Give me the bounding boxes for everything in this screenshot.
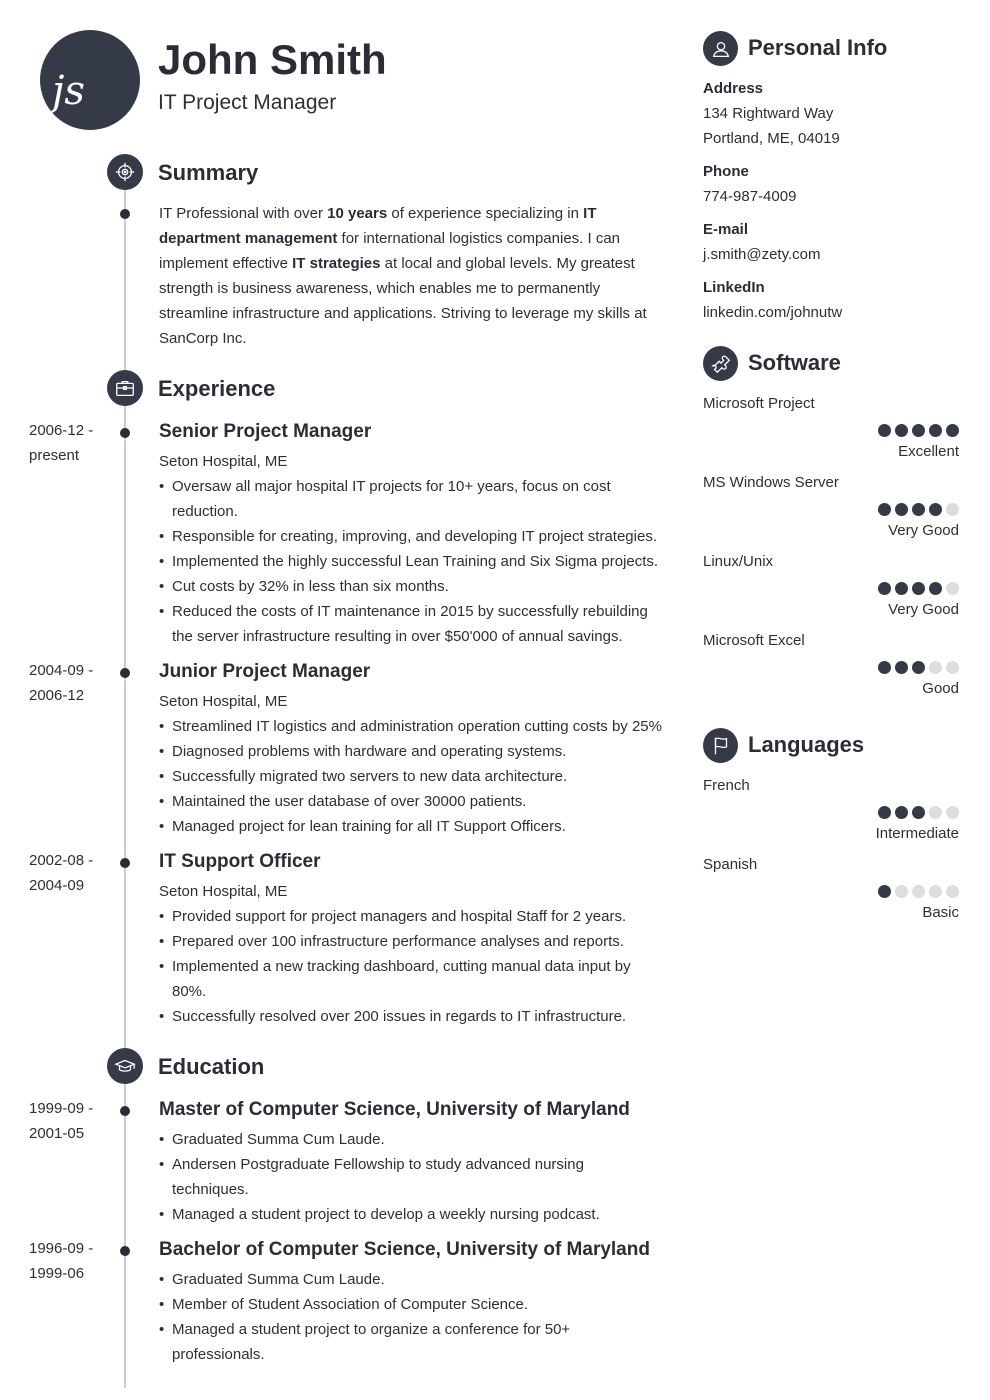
bullet-item: • Prepared over 100 infrastructure performance analyses and reports. bbox=[159, 929, 664, 954]
bullet-item: • Streamlined IT logistics and administration operation cutting costs by 25% bbox=[159, 714, 664, 739]
experience-heading: Experience bbox=[158, 376, 276, 401]
summary-highlight: IT strategies bbox=[292, 255, 381, 272]
rating-dot-empty bbox=[946, 885, 959, 898]
rating-dot-filled bbox=[912, 806, 925, 819]
bullet-item: • Diagnosed problems with hardware and operating systems. bbox=[159, 739, 664, 764]
bullet-list bbox=[159, 904, 664, 1029]
timeline-dot bbox=[120, 1106, 130, 1116]
rating-dot-filled bbox=[912, 424, 925, 437]
bullet-item: • Implemented a new tracking dashboard, cutting manual data input by 80%. bbox=[159, 954, 664, 1004]
rating-dot-filled bbox=[878, 424, 891, 437]
language-name: Spanish bbox=[703, 856, 758, 873]
bullet-item: • Provided support for project managers and hospital Staff for 2 years. bbox=[159, 904, 664, 929]
entry-date-line: 2001-05 bbox=[29, 1125, 85, 1142]
software-level: Good bbox=[922, 680, 959, 697]
linkedin-value[interactable]: linkedin.com/johnutw bbox=[703, 304, 843, 321]
email-value[interactable]: j.smith@zety.com bbox=[703, 246, 821, 263]
entry-date-line: present bbox=[29, 447, 80, 464]
timeline-dot bbox=[120, 428, 130, 438]
rating-dot-filled bbox=[878, 503, 891, 516]
rating-dot-empty bbox=[946, 582, 959, 595]
language-name: French bbox=[703, 777, 750, 794]
entry-title: Master of Computer Science, University of Maryland bbox=[159, 1099, 630, 1120]
bullet-item: • Graduated Summa Cum Laude. bbox=[159, 1267, 664, 1292]
rating-dot-filled bbox=[912, 503, 925, 516]
rating-dot-filled bbox=[878, 806, 891, 819]
rating-dot-empty bbox=[895, 885, 908, 898]
entry-date-line: 2002-08 - bbox=[29, 852, 94, 869]
rating-dot-filled bbox=[929, 503, 942, 516]
rating-dots bbox=[703, 661, 959, 674]
summary-fragment: at local and global levels. My greatest strength is business awareness, which enables me to permanently streamline infrastructure and applications. Striving to leverage my skills at SanCorp Inc. bbox=[159, 255, 647, 347]
bullet-item: • Managed project for lean training for all IT Support Officers. bbox=[159, 814, 664, 839]
rating-dot-filled bbox=[895, 503, 908, 516]
phone-value: 774-987-4009 bbox=[703, 188, 797, 205]
bullet-list bbox=[159, 714, 664, 839]
rating-dot-empty bbox=[929, 806, 942, 819]
entry-title: Senior Project Manager bbox=[159, 421, 372, 442]
entry-date bbox=[29, 1096, 119, 1146]
software-name: Microsoft Project bbox=[703, 395, 815, 412]
timeline-dot bbox=[120, 668, 130, 678]
candidate-title: IT Project Manager bbox=[158, 91, 337, 114]
bullet-item: • Successfully migrated two servers to new data architecture. bbox=[159, 764, 664, 789]
bullet-item: • Responsible for creating, improving, and developing IT project strategies. bbox=[159, 524, 664, 549]
entry-date-line: 2006-12 bbox=[29, 687, 85, 704]
briefcase-icon bbox=[107, 370, 143, 406]
rating-dot-filled bbox=[929, 582, 942, 595]
software-item bbox=[703, 391, 959, 464]
entry-date-line: 2006-12 - bbox=[29, 422, 94, 439]
address-line: 134 Rightward Way bbox=[703, 105, 834, 122]
entry-date bbox=[29, 1236, 119, 1286]
rating-dot-filled bbox=[895, 806, 908, 819]
rating-dot-empty bbox=[929, 885, 942, 898]
experience-entry bbox=[159, 660, 664, 839]
bullet-item: • Successfully resolved over 200 issues in regards to IT infrastructure. bbox=[159, 1004, 664, 1029]
rating-dot-filled bbox=[878, 661, 891, 674]
rating-dot-filled bbox=[895, 424, 908, 437]
email-label: E-mail bbox=[703, 221, 749, 238]
rating-dot-filled bbox=[912, 661, 925, 674]
summary-heading: Summary bbox=[158, 160, 259, 185]
software-item bbox=[703, 470, 959, 543]
entry-date bbox=[29, 418, 119, 468]
entry-date-line: 1996-09 - bbox=[29, 1240, 94, 1257]
bullet-item: • Implemented the highly successful Lean Training and Six Sigma projects. bbox=[159, 549, 664, 574]
bullet-item: • Member of Student Association of Computer Science. bbox=[159, 1292, 664, 1317]
entry-title: IT Support Officer bbox=[159, 851, 321, 872]
rating-dot-empty bbox=[946, 661, 959, 674]
rating-dot-filled bbox=[878, 582, 891, 595]
languages-list bbox=[703, 773, 959, 925]
summary-text bbox=[159, 201, 664, 351]
language-level: Basic bbox=[922, 904, 959, 921]
rating-dot-empty bbox=[912, 885, 925, 898]
rating-dot-empty bbox=[946, 503, 959, 516]
entry-date-line: 1999-06 bbox=[29, 1265, 85, 1282]
entry-title: Bachelor of Computer Science, University of Maryland bbox=[159, 1239, 650, 1260]
timeline-dot bbox=[120, 1246, 130, 1256]
rating-dot-filled bbox=[895, 582, 908, 595]
address-label: Address bbox=[703, 80, 764, 97]
rating-dot-filled bbox=[912, 582, 925, 595]
personal-info bbox=[703, 76, 959, 325]
entry-title: Junior Project Manager bbox=[159, 661, 371, 682]
phone-label: Phone bbox=[703, 163, 749, 180]
software-name: MS Windows Server bbox=[703, 474, 839, 491]
rating-dots bbox=[703, 503, 959, 516]
timeline-line bbox=[124, 188, 126, 1388]
bullet-list bbox=[159, 474, 664, 649]
candidate-name: John Smith bbox=[158, 36, 387, 83]
summary-highlight: 10 years bbox=[327, 205, 388, 222]
entry-date-line: 2004-09 - bbox=[29, 662, 94, 679]
address-line: Portland, ME, 04019 bbox=[703, 130, 840, 147]
software-item bbox=[703, 549, 959, 622]
entry-date bbox=[29, 658, 119, 708]
software-name: Microsoft Excel bbox=[703, 632, 805, 649]
entry-date bbox=[29, 848, 119, 898]
bullet-list bbox=[159, 1127, 664, 1227]
summary-highlight: IT department management bbox=[159, 205, 597, 247]
languages-heading: Languages bbox=[748, 732, 865, 757]
timeline-dot bbox=[120, 209, 130, 219]
rating-dots bbox=[703, 885, 959, 898]
entry-organization: Seton Hospital, ME bbox=[159, 883, 288, 900]
rating-dot-empty bbox=[946, 806, 959, 819]
bullet-item: • Managed a student project to develop a weekly nursing podcast. bbox=[159, 1202, 664, 1227]
entry-organization: Seton Hospital, ME bbox=[159, 453, 288, 470]
bullet-list bbox=[159, 1267, 664, 1367]
rating-dot-filled bbox=[929, 424, 942, 437]
linkedin-label: LinkedIn bbox=[703, 279, 765, 296]
timeline-dot bbox=[120, 858, 130, 868]
software-level: Excellent bbox=[898, 443, 959, 460]
puzzle-icon bbox=[703, 346, 738, 381]
summary-fragment: for international logistics companies. I can implement effective bbox=[159, 230, 621, 272]
language-item bbox=[703, 852, 959, 925]
rating-dots bbox=[703, 582, 959, 595]
software-heading: Software bbox=[748, 350, 841, 375]
bullet-item: • Graduated Summa Cum Laude. bbox=[159, 1127, 664, 1152]
entry-date-line: 2004-09 bbox=[29, 877, 85, 894]
rating-dots bbox=[703, 806, 959, 819]
rating-dot-filled bbox=[895, 661, 908, 674]
language-level: Intermediate bbox=[875, 825, 959, 842]
software-item bbox=[703, 628, 959, 701]
experience-entry bbox=[159, 850, 664, 1029]
software-level: Very Good bbox=[888, 601, 959, 618]
education-entry bbox=[159, 1238, 664, 1367]
rating-dot-filled bbox=[878, 885, 891, 898]
bullet-item: • Oversaw all major hospital IT projects for 10+ years, focus on cost reduction. bbox=[159, 474, 664, 524]
summary-fragment: of experience specializing in bbox=[387, 205, 584, 222]
bullet-item: • Andersen Postgraduate Fellowship to study advanced nursing techniques. bbox=[159, 1152, 664, 1202]
rating-dot-filled bbox=[946, 424, 959, 437]
entry-organization: Seton Hospital, ME bbox=[159, 693, 288, 710]
entry-date-line: 1999-09 - bbox=[29, 1100, 94, 1117]
language-item bbox=[703, 773, 959, 846]
rating-dot-empty bbox=[929, 661, 942, 674]
experience-entry bbox=[159, 420, 664, 649]
bullet-item: • Cut costs by 32% in less than six months. bbox=[159, 574, 664, 599]
summary-fragment: IT Professional with over bbox=[159, 205, 328, 222]
bullet-item: • Managed a student project to organize a conference for 50+ professionals. bbox=[159, 1317, 664, 1367]
avatar-initials: js bbox=[52, 68, 85, 114]
graduation-cap-icon bbox=[107, 1048, 143, 1084]
bullet-item: • Maintained the user database of over 30000 patients. bbox=[159, 789, 664, 814]
user-icon bbox=[703, 31, 738, 66]
software-name: Linux/Unix bbox=[703, 553, 774, 570]
software-list bbox=[703, 391, 959, 701]
target-icon bbox=[107, 154, 143, 190]
software-level: Very Good bbox=[888, 522, 959, 539]
education-heading: Education bbox=[158, 1054, 265, 1079]
personal-info-heading: Personal Info bbox=[748, 35, 888, 60]
bullet-item: • Reduced the costs of IT maintenance in 2015 by successfully rebuilding the server infrastructure resulting in over $50'000 of annual savings. bbox=[159, 599, 664, 649]
flag-icon bbox=[703, 728, 738, 763]
rating-dots bbox=[703, 424, 959, 437]
education-entry bbox=[159, 1098, 664, 1227]
